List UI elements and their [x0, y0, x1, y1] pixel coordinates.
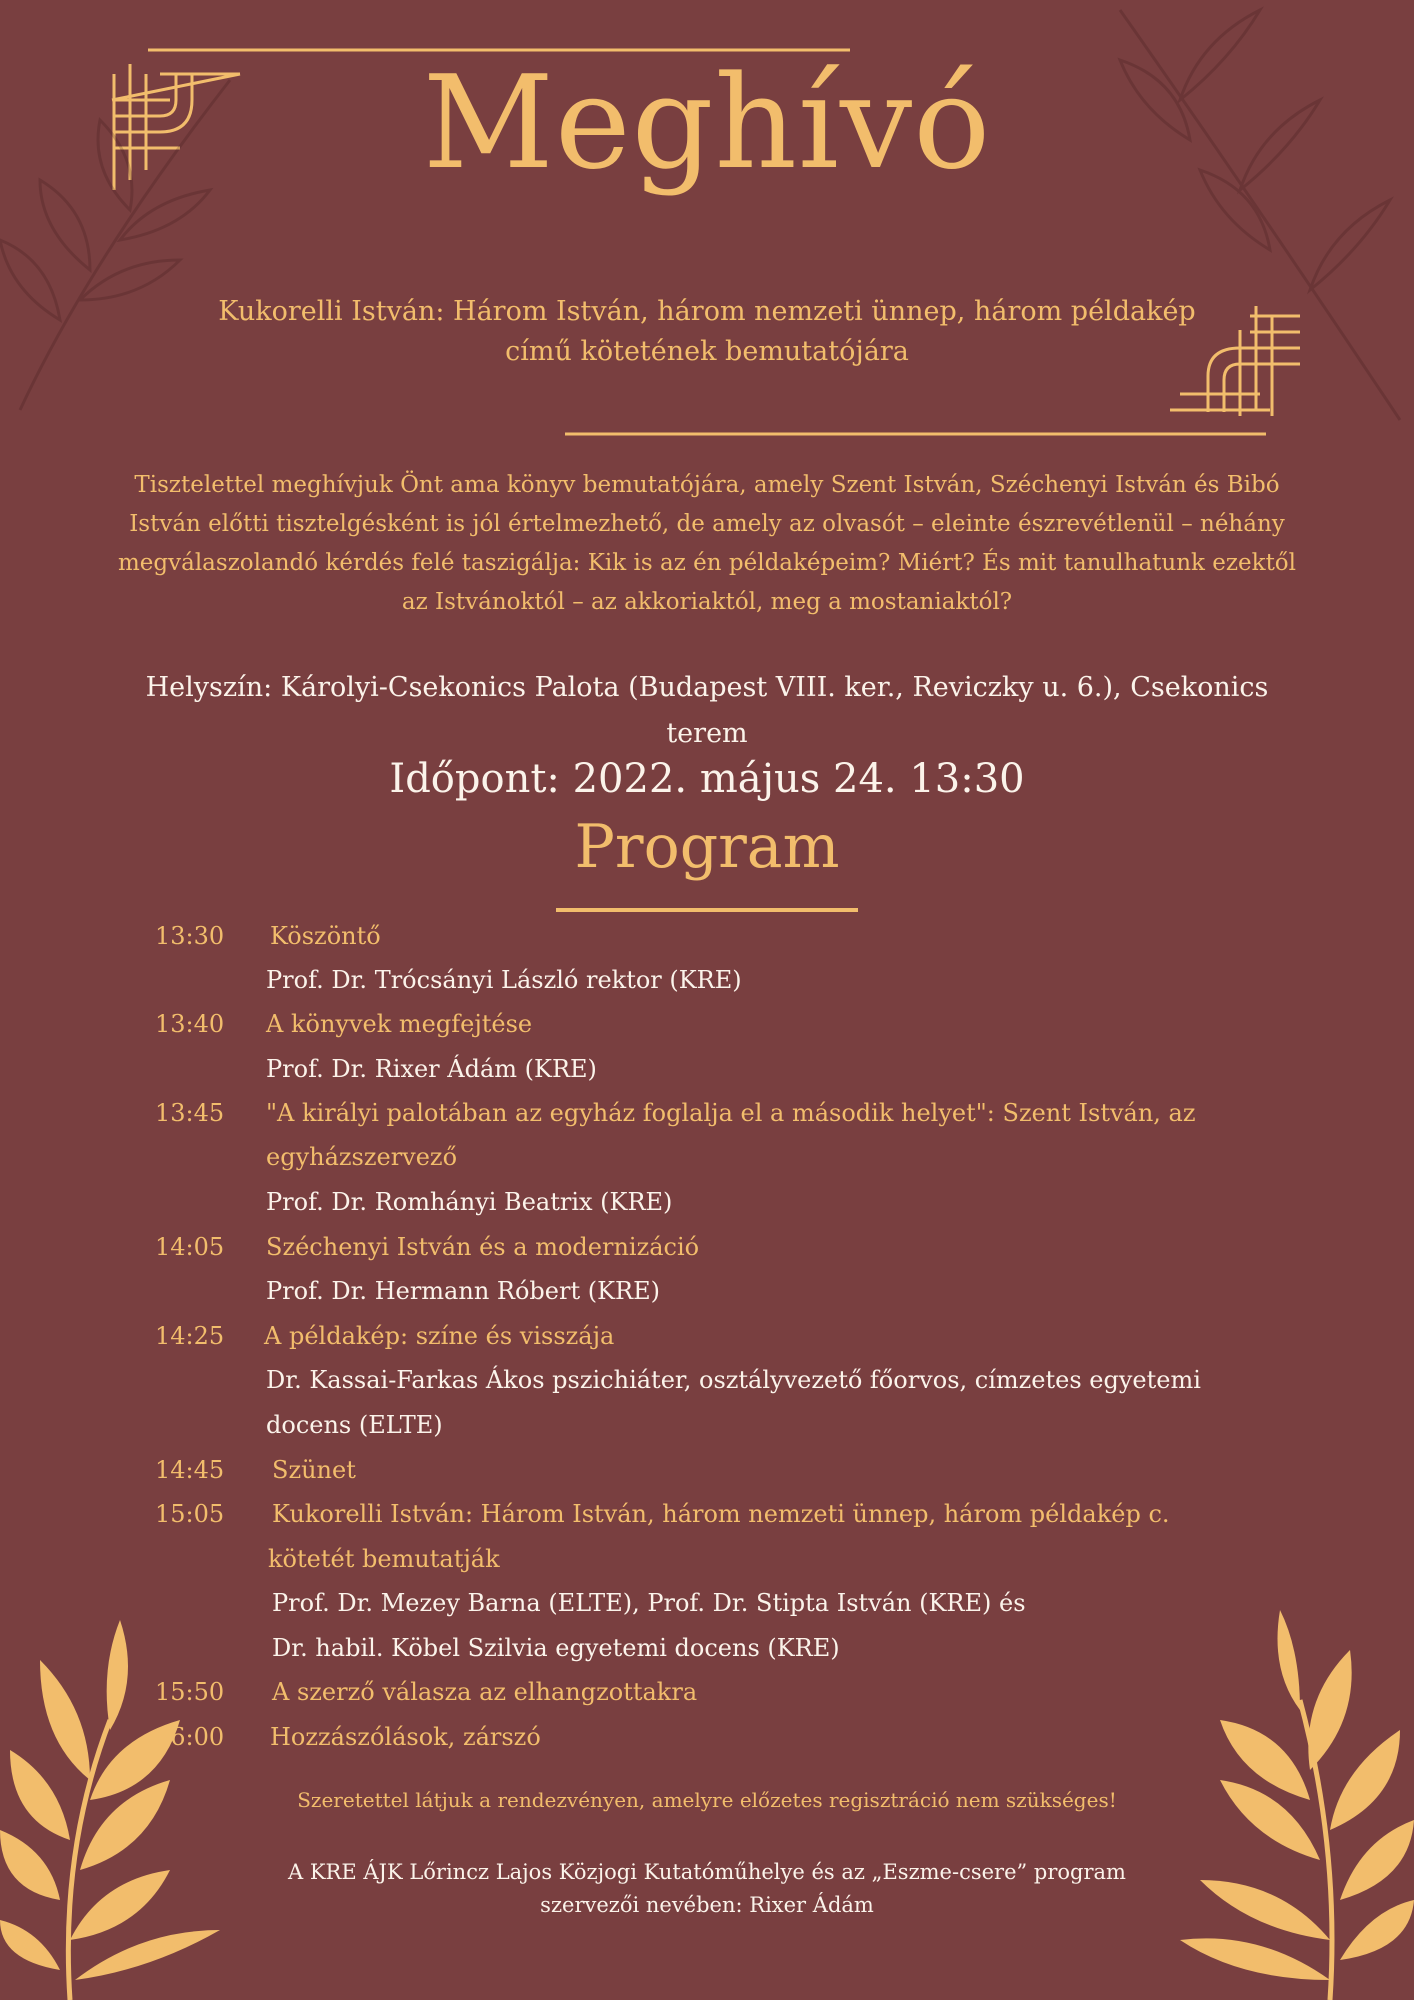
- schedule-time: 15:05: [155, 1500, 225, 1528]
- schedule-time: 13:40: [155, 1010, 225, 1038]
- program-divider: [556, 908, 858, 912]
- schedule-speaker: Prof. Dr. Romhányi Beatrix (KRE): [266, 1188, 673, 1216]
- schedule-time: 13:30: [155, 922, 225, 950]
- program-title: Program: [574, 812, 840, 882]
- schedule-time: 15:50: [155, 1678, 225, 1706]
- schedule-title: Szünet: [272, 1456, 356, 1484]
- schedule-title: A szerző válasza az elhangzottakra: [272, 1678, 698, 1706]
- intro-text: Tisztelettel meghívjuk Önt ama könyv bemutatójára, amely Szent István, Széchenyi István és Bibó István előtti tisztelgésként is jól értelmezhető, de amely az olvasót – eleinte észrevétlenül – néhány megválaszolandó kérdés felé taszigálja: Kik is az én példaképeim? Miért? És mit tanulhatunk ezektől az Istvánoktól – az akkoriaktól, meg a mostaniaktól?: [117, 472, 1297, 615]
- schedule-speaker: Prof. Dr. Rixer Ádám (KRE): [266, 1055, 597, 1083]
- schedule-speaker: Prof. Dr. Hermann Róbert (KRE): [266, 1277, 660, 1305]
- schedule-title-line-1: "A királyi palotában az egyház foglalja el a második helyet": Szent István, az: [266, 1099, 1196, 1127]
- schedule-time: 16:00: [155, 1723, 225, 1751]
- schedule-title: Hozzászólások, zárszó: [270, 1723, 541, 1751]
- venue-text: Helyszín: Károlyi-Csekonics Palota (Budapest VIII. ker., Reviczky u. 6.), Csekonics terem: [145, 672, 1269, 749]
- schedule-title-line-1: Kukorelli István: Három István, három nemzeti ünnep, három példakép c.: [272, 1500, 1170, 1528]
- organizer-note: [0, 1856, 1414, 1922]
- schedule-speaker-line-2: Dr. habil. Köbel Szilvia egyetemi docens (KRE): [272, 1634, 840, 1662]
- schedule-time: 14:25: [155, 1322, 225, 1350]
- subtitle-line-2: című kötetének bemutatójára: [505, 336, 909, 367]
- schedule-time: 14:45: [155, 1456, 225, 1484]
- schedule-time: 14:05: [155, 1233, 225, 1261]
- schedule-time: 13:45: [155, 1099, 225, 1127]
- schedule-speaker-line-2: docens (ELTE): [266, 1411, 443, 1439]
- subtitle-line-1: Kukorelli István: Három István, három nemzeti ünnep, három példakép: [218, 296, 1196, 327]
- schedule-title-line-2: egyházszervező: [266, 1143, 458, 1171]
- organizer-line-2: szervezői nevében: Rixer Ádám: [540, 1893, 874, 1917]
- schedule-speaker-line-1: Dr. Kassai-Farkas Ákos pszichiáter, osztályvezető főorvos, címzetes egyetemi: [266, 1366, 1201, 1394]
- schedule-speaker: Prof. Dr. Trócsányi László rektor (KRE): [266, 966, 742, 994]
- schedule-title: A példakép: színe és visszája: [264, 1322, 615, 1350]
- datetime-text: Időpont: 2022. május 24. 13:30: [389, 756, 1025, 802]
- registration-note: Szeretettel látjuk a rendezvényen, amelyre előzetes regisztráció nem szükséges!: [297, 1788, 1117, 1812]
- schedule-speaker-line-1: Prof. Dr. Mezey Barna (ELTE), Prof. Dr. Stipta István (KRE) és: [272, 1589, 1026, 1617]
- schedule-title-line-2: kötetét bemutatják: [268, 1545, 500, 1573]
- organizer-line-1: A KRE ÁJK Lőrincz Lajos Közjogi Kutatóműhelye és az „Eszme-csere” program: [288, 1860, 1126, 1884]
- schedule-title: A könyvek megfejtése: [266, 1010, 533, 1038]
- page-title: Meghívó: [422, 49, 992, 198]
- schedule-title: Széchenyi István és a modernizáció: [266, 1233, 700, 1261]
- schedule-title: Köszöntő: [270, 922, 381, 950]
- subtitle: [0, 292, 1414, 372]
